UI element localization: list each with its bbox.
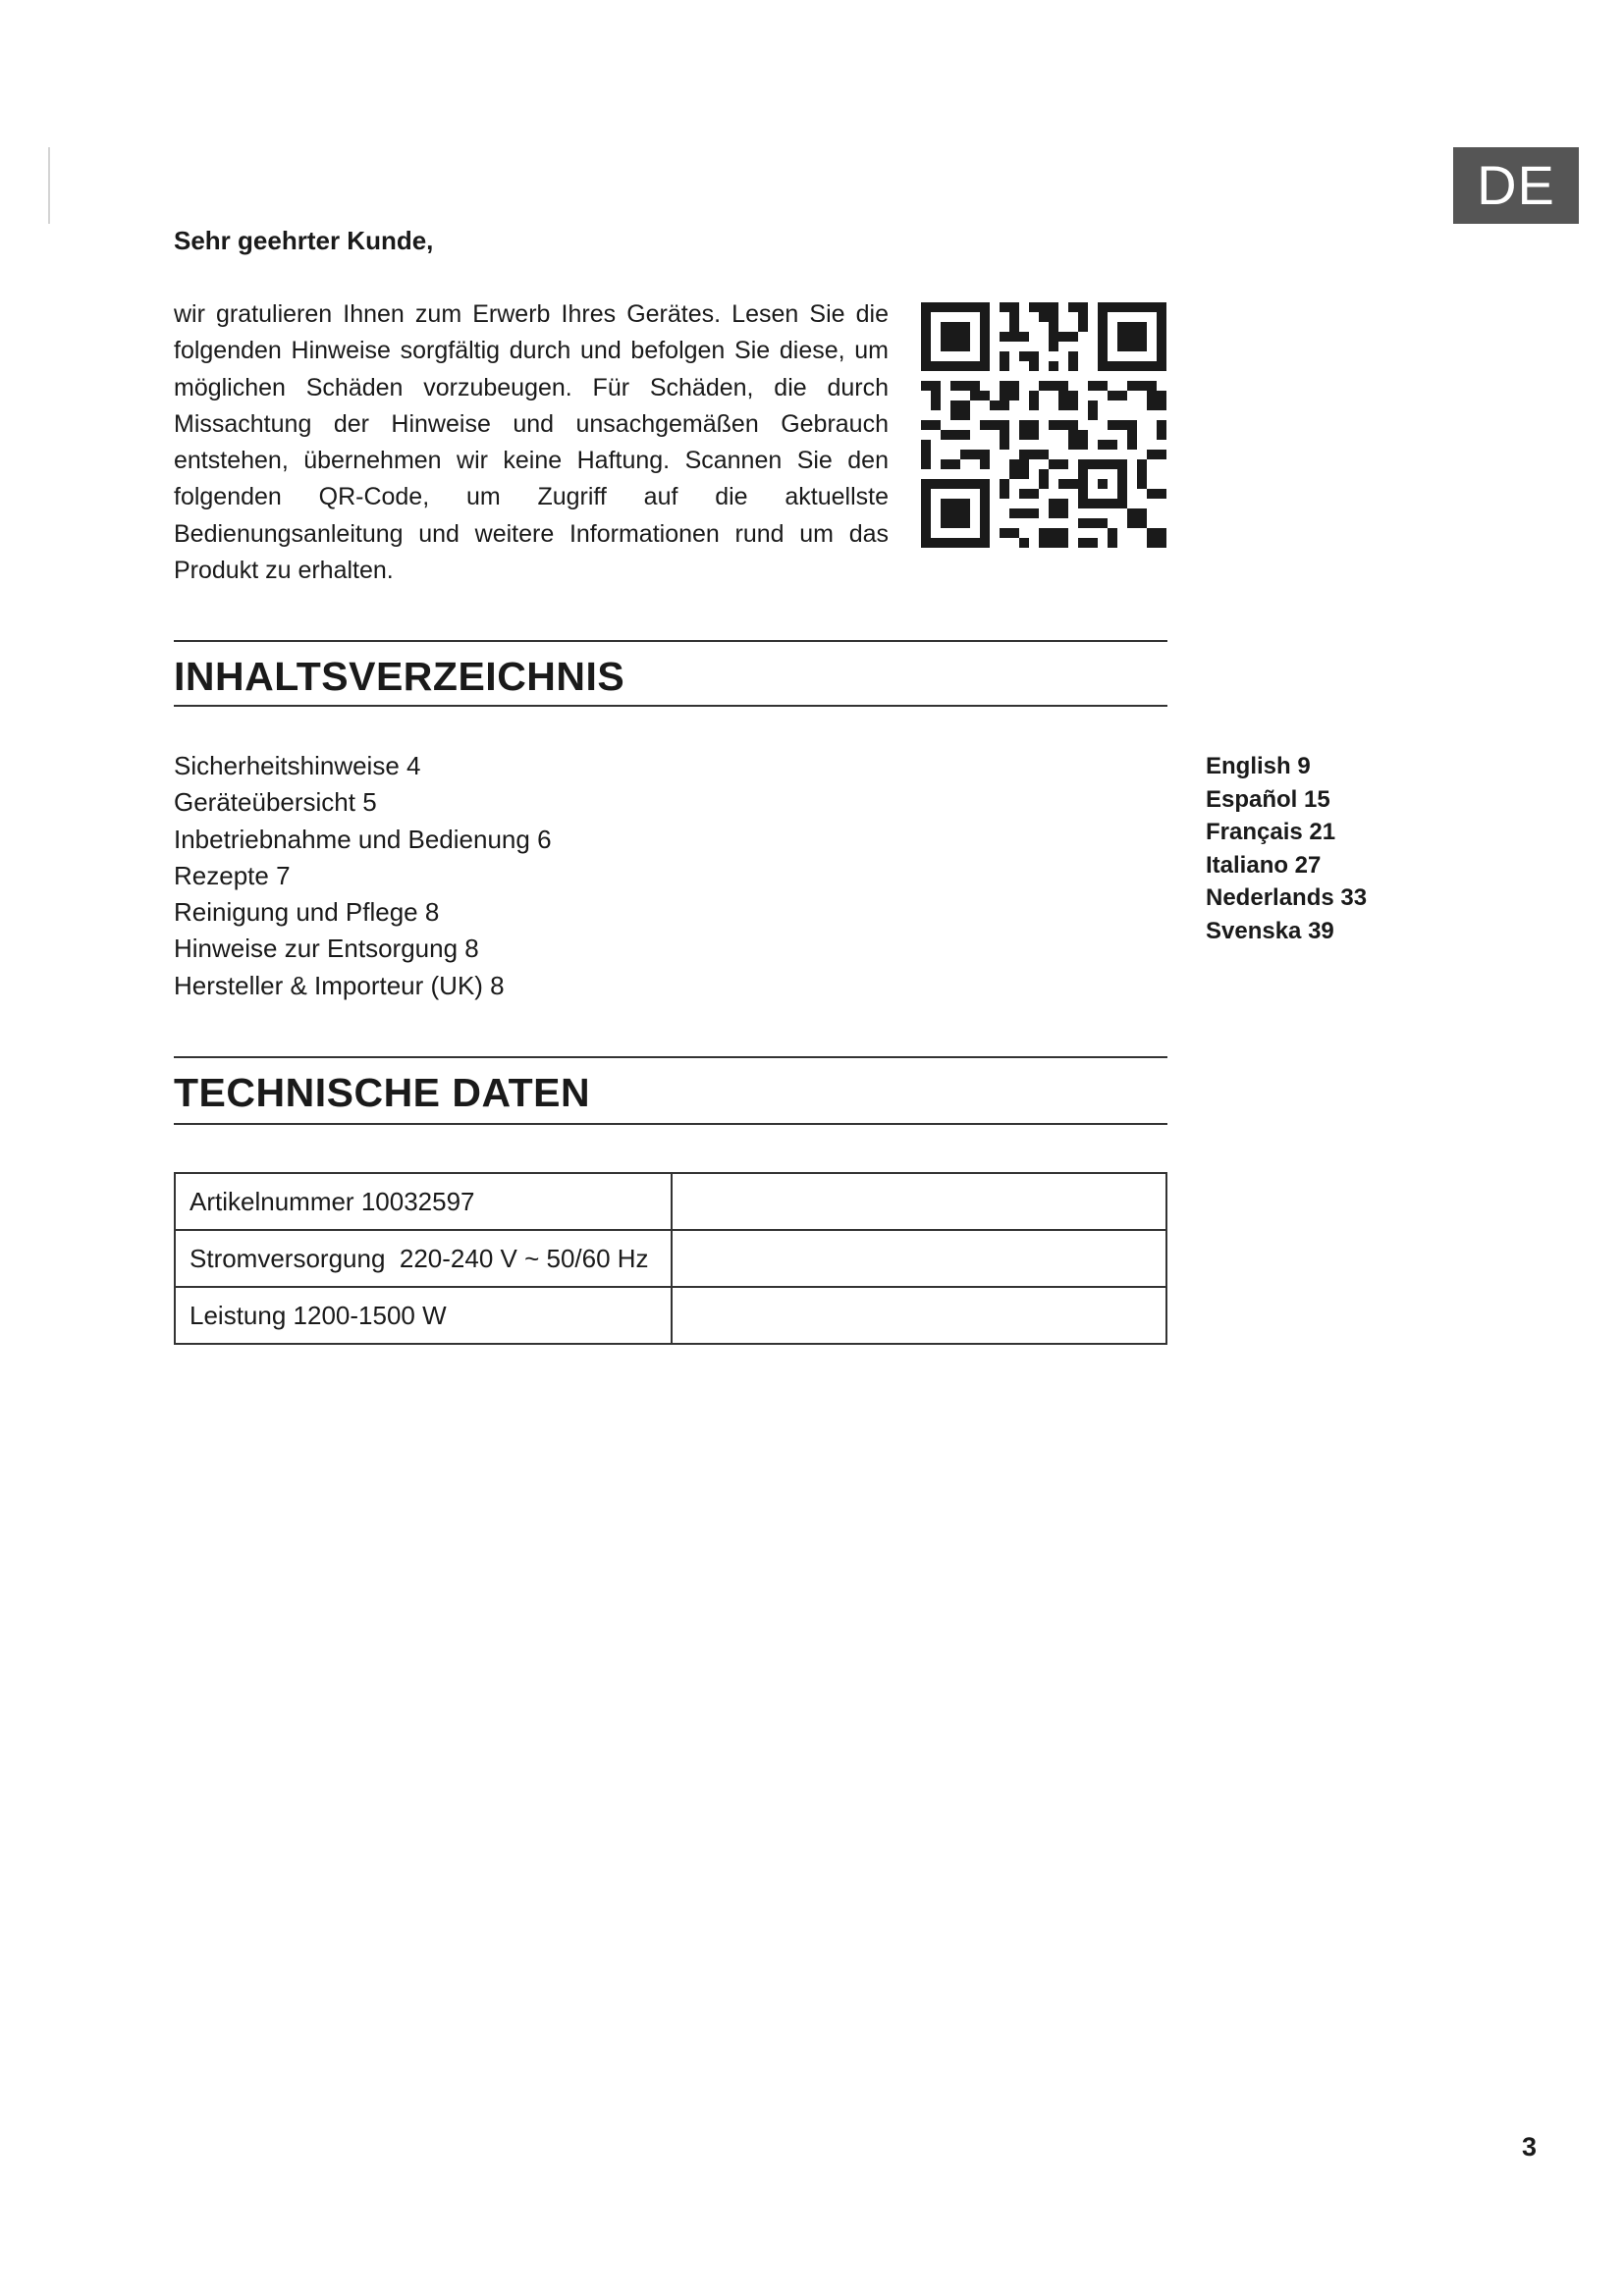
qr-code[interactable]: [921, 302, 1166, 548]
language-tag: DE: [1453, 147, 1579, 224]
toc-item[interactable]: Sicherheitshinweise 4: [174, 751, 421, 780]
intro-paragraph: wir gratulieren Ihnen zum Erwerb Ihres Gerätes. Lesen Sie die folgenden Hinweise sorgfältig durch und befolgen Sie diese, um möglichen Schäden vorzubeugen. Für Schäden, die durch Missachtung der Hinweise und unsachgemäßen Gebrauch entstehen, übernehmen wir keine Haftung. Scannen Sie den folgenden QR-Code, um Zugriff auf die aktuellste Bedienungsanleitung und weitere Informationen rund um das Produkt zu erhalten.: [174, 300, 889, 585]
toc-item[interactable]: Rezepte 7: [174, 860, 291, 890]
language-link-espanol[interactable]: Español 15: [1206, 785, 1330, 813]
table-row: [175, 1287, 1166, 1344]
toc-item[interactable]: Reinigung und Pflege 8: [174, 897, 440, 928]
language-link-francais[interactable]: Français 21: [1206, 819, 1336, 846]
table-of-contents: [174, 748, 552, 1004]
toc-item[interactable]: Geräteübersicht 5: [174, 787, 377, 818]
specs-top-rule: [174, 1056, 1167, 1058]
spec-cell: Artikelnummer 10032597: [175, 1173, 672, 1230]
toc-title: INHALTSVERZEICHNIS: [174, 654, 625, 699]
language-index: [1206, 750, 1367, 948]
toc-item[interactable]: Hersteller & Importeur (UK) 8: [174, 970, 505, 1000]
page-number: 3: [1522, 2132, 1538, 2162]
table-row: [175, 1230, 1166, 1287]
language-link-italiano[interactable]: Italiano 27: [1206, 851, 1322, 879]
toc-item[interactable]: Hinweise zur Entsorgung 8: [174, 934, 479, 964]
specs-bottom-rule: [174, 1123, 1167, 1125]
language-link-nederlands[interactable]: Nederlands 33: [1206, 884, 1368, 912]
spec-empty-cell: [672, 1230, 1166, 1287]
spec-table: [174, 1172, 1167, 1345]
language-link-svenska[interactable]: Svenska 39: [1206, 917, 1334, 944]
spec-cell: Leistung 1200-1500 W: [175, 1287, 672, 1344]
greeting: Sehr geehrter Kunde,: [174, 226, 434, 255]
toc-item[interactable]: Inbetriebnahme und Bedienung 6: [174, 824, 552, 854]
table-row: [175, 1173, 1166, 1230]
toc-top-rule: [174, 640, 1167, 642]
specs-title: TECHNISCHE DATEN: [174, 1070, 591, 1115]
spec-cell: Stromversorgung 220-240 V ~ 50/60 Hz: [175, 1230, 672, 1287]
spec-empty-cell: [672, 1173, 1166, 1230]
toc-bottom-rule: [174, 705, 1167, 707]
margin-rule: [48, 147, 50, 224]
spec-empty-cell: [672, 1287, 1166, 1344]
language-link-english[interactable]: English 9: [1206, 753, 1311, 779]
